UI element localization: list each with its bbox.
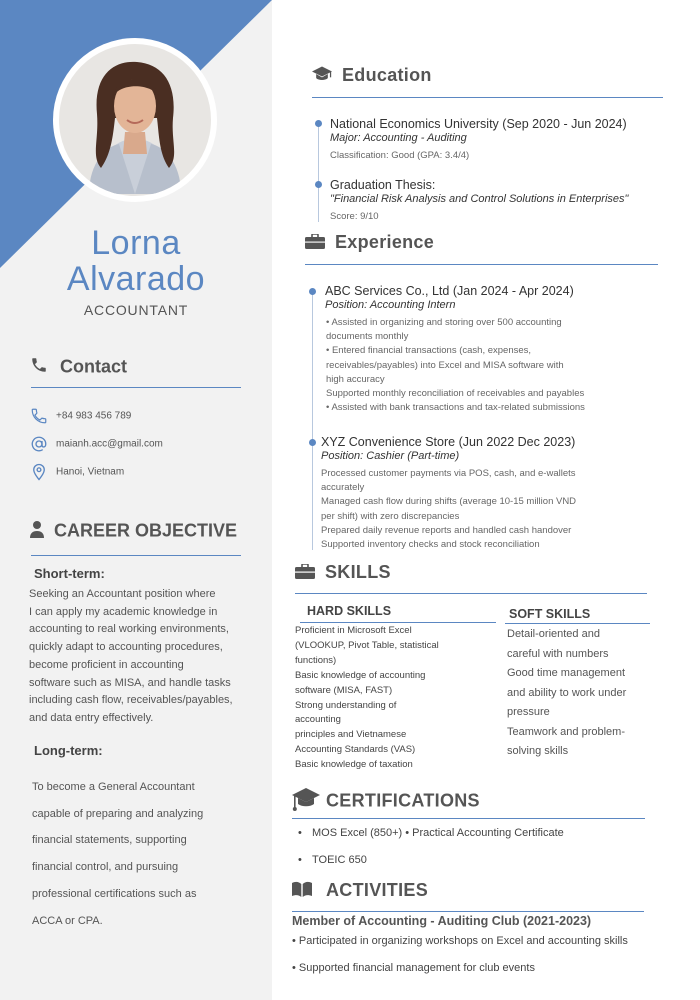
- list-item: software (MISA, FAST): [295, 684, 393, 696]
- certification-item: • TOEIC 650: [298, 854, 367, 866]
- text-line: capable of preparing and analyzing: [32, 807, 204, 820]
- career-objective-heading-text: CAREER OBJECTIVE: [54, 520, 238, 541]
- avatar: [59, 44, 211, 196]
- activity-title: Member of Accounting - Auditing Club (2021-2023): [292, 914, 592, 928]
- phone-outline-icon: [30, 407, 48, 425]
- text-line: become proficient in accounting: [29, 658, 184, 671]
- text-line: To become a General Accountant: [32, 781, 195, 793]
- timeline-dot: [315, 120, 322, 127]
- list-item: principles and Vietnamese: [295, 729, 407, 741]
- contact-divider: [31, 387, 241, 388]
- list-item: Strong understanding of: [295, 699, 397, 711]
- education-school: National Economics University (Sep 2020 - Jun 2024): [330, 117, 627, 131]
- hard-skills-list: [295, 624, 495, 773]
- short-term-text: [29, 586, 265, 728]
- activities-divider: [292, 911, 644, 912]
- briefcase-icon: [305, 233, 325, 254]
- contact-heading: [30, 356, 127, 379]
- list-item: high accuracy: [326, 373, 385, 385]
- text-line: including cash flow, receivables/payables,: [29, 694, 233, 707]
- skills-heading-text: SKILLS: [325, 562, 391, 582]
- contact-heading-text: Contact: [60, 356, 127, 377]
- list-item: receivables/payables) into Excel and MISA software with: [326, 359, 564, 371]
- education-timeline: [318, 122, 319, 222]
- thesis-name: "Financial Risk Analysis and Control Solutions in Enterprises": [330, 193, 629, 205]
- list-item: and ability to work under: [507, 686, 627, 699]
- long-term-label: Long-term:: [34, 743, 103, 758]
- list-item: Basic knowledge of taxation: [295, 759, 413, 771]
- text-line: professional certifications such as: [32, 887, 197, 900]
- timeline-dot: [315, 181, 322, 188]
- person-icon: [30, 520, 44, 543]
- text-line: financial statements, supporting: [32, 834, 187, 847]
- graduation-cap-icon: [292, 786, 320, 817]
- text-line: Seeking an Accountant position where: [29, 588, 216, 600]
- location-pin-icon: [30, 463, 48, 481]
- thesis-score: Score: 9/10: [330, 211, 379, 222]
- list-item: Managed cash flow during shifts (average 10-15 million VND: [321, 496, 577, 508]
- education-divider: [312, 97, 663, 98]
- timeline-dot: [309, 439, 316, 446]
- email-at-icon: [30, 435, 48, 453]
- education-gpa: Classification: Good (GPA: 3.4/4): [330, 150, 470, 161]
- experience-timeline: [312, 292, 313, 550]
- certification-text: TOEIC 650: [312, 854, 367, 866]
- open-book-icon: [292, 881, 312, 902]
- education-heading-text: Education: [342, 65, 432, 85]
- experience-duties: [326, 316, 585, 415]
- first-name: Lorna: [91, 224, 181, 262]
- experience-company: XYZ Convenience Store (Jun 2022 Dec 2023): [321, 435, 576, 449]
- text-line: and data entry effectively.: [29, 711, 154, 724]
- experience-position: Position: Cashier (Part-time): [321, 450, 460, 462]
- text-line: ACCA or CPA.: [32, 914, 103, 927]
- list-item: Accounting Standards (VAS): [295, 744, 416, 756]
- list-item: Proficient in Microsoft Excel: [295, 625, 412, 636]
- text-line: software such as MISA, and handle tasks: [29, 676, 231, 689]
- list-item: Processed customer payments via POS, cash, and e-wallets: [321, 468, 576, 479]
- skills-heading: [295, 562, 391, 584]
- briefcase-icon: [295, 563, 315, 584]
- activities-heading: [292, 880, 428, 902]
- experience-divider: [305, 264, 658, 265]
- list-item: (VLOOKUP, Pivot Table, statistical: [295, 639, 439, 651]
- experience-heading: [305, 232, 434, 254]
- list-item: Prepared daily revenue reports and handled cash handover: [321, 524, 572, 536]
- certifications-heading-text: CERTIFICATIONS: [326, 790, 480, 811]
- profile-photo: [53, 38, 217, 202]
- list-item: Teamwork and problem-: [507, 725, 625, 738]
- long-term-text: [32, 774, 268, 934]
- last-name: Alvarado: [66, 260, 206, 298]
- soft-skills-divider: [505, 623, 650, 624]
- contact-phone: [30, 407, 131, 425]
- experience-position: Position: Accounting Intern: [325, 299, 456, 311]
- activity-item: • Participated in organizing workshops on Excel and accounting skills: [292, 935, 628, 947]
- hard-skills-heading: HARD SKILLS: [307, 604, 392, 618]
- short-term-label: Short-term:: [34, 566, 105, 581]
- list-item: solving skills: [507, 745, 569, 757]
- thesis-title: Graduation Thesis:: [330, 178, 436, 192]
- text-line: accounting to real working environments,: [29, 623, 229, 636]
- list-item: • Entered financial transactions (cash, expenses,: [326, 345, 532, 357]
- career-objective-heading: [30, 520, 237, 543]
- list-item: Good time management: [507, 667, 626, 679]
- hard-skills-divider: [300, 622, 496, 623]
- activity-item: • Supported financial management for club events: [292, 962, 535, 974]
- list-item: Basic knowledge of accounting: [295, 669, 426, 681]
- list-item: pressure: [507, 706, 550, 718]
- certification-text: MOS Excel (850+) • Practical Accounting Certificate: [312, 827, 564, 839]
- phone-icon: [30, 356, 52, 379]
- list-item: accurately: [321, 482, 365, 494]
- soft-skills-list: [507, 625, 657, 762]
- list-item: Supported inventory checks and stock reconciliation: [321, 539, 540, 551]
- job-title: ACCOUNTANT: [83, 302, 189, 318]
- sidebar: [0, 0, 272, 1000]
- list-item: accounting: [295, 714, 341, 726]
- list-item: documents monthly: [326, 331, 409, 343]
- text-line: financial control, and pursuing: [32, 861, 179, 874]
- list-item: Supported monthly reconciliation of receivables and payables: [326, 388, 585, 400]
- list-item: • Assisted with bank transactions and tax-related submissions: [326, 402, 585, 414]
- contact-email: [30, 435, 163, 453]
- text-line: I can apply my academic knowledge in: [29, 605, 218, 618]
- list-item: per shift) with zero discrepancies: [321, 510, 460, 522]
- education-heading: [312, 65, 432, 87]
- experience-duties: [321, 467, 576, 552]
- list-item: careful with numbers: [507, 647, 609, 660]
- skills-divider: [295, 593, 647, 594]
- text-line: quickly adapt to accounting procedures,: [29, 641, 223, 654]
- phone-number: +84 983 456 789: [56, 410, 132, 422]
- activities-heading-text: ACTIVITIES: [326, 880, 429, 900]
- education-major: Major: Accounting - Auditing: [330, 132, 467, 144]
- soft-skills-heading: SOFT SKILLS: [509, 607, 591, 621]
- list-item: functions): [295, 654, 337, 666]
- timeline-dot: [309, 288, 316, 295]
- location-text: Hanoi, Vietnam: [56, 466, 125, 478]
- career-objective-divider: [31, 555, 241, 556]
- email-address: maianh.acc@gmail.com: [56, 438, 163, 450]
- list-item: Detail-oriented and: [507, 628, 600, 640]
- experience-company: ABC Services Co., Ltd (Jan 2024 - Apr 2024): [325, 284, 574, 298]
- contact-location: [30, 463, 124, 481]
- certifications-divider: [292, 818, 645, 819]
- certification-item: • MOS Excel (850+) • Practical Accounting Certificate: [298, 827, 564, 839]
- list-item: • Assisted in organizing and storing over 500 accounting: [326, 317, 562, 328]
- graduation-cap-icon: [312, 66, 332, 87]
- certifications-heading: [292, 786, 480, 817]
- experience-heading-text: Experience: [335, 232, 435, 252]
